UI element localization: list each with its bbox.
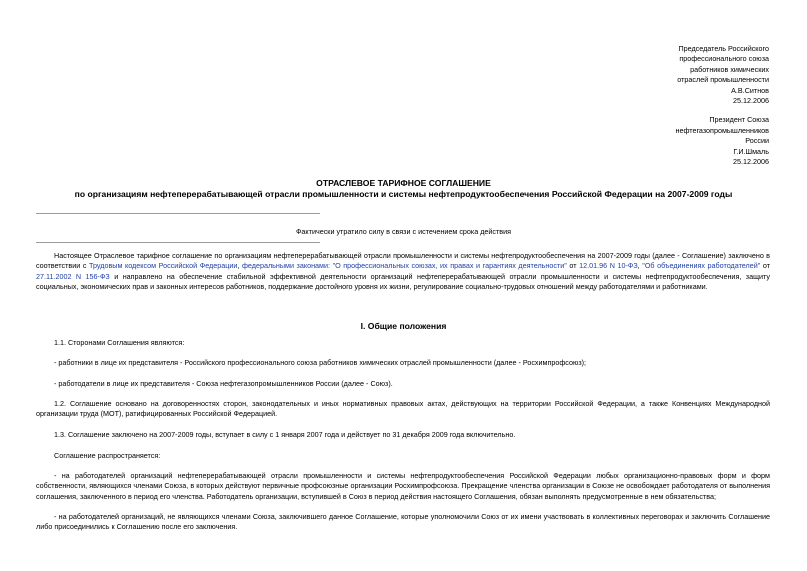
paragraph-employees: - работники в лице их представителя - Российского профессионального союза работников химических отраслей промышленности (далее - Росхимпрофсоюз); [54, 358, 587, 367]
signature-block-chemical-union [549, 44, 769, 106]
paragraph-1-1: 1.1. Сторонами Соглашения являются: [54, 338, 185, 347]
signature-line: России [745, 136, 769, 146]
signature-block-oil-gas-union [549, 115, 769, 167]
link-law-156-fz[interactable]: 27.11.2002 N 156-ФЗ [36, 271, 110, 281]
signature-line: работников химических [690, 64, 769, 74]
document-title-sub: по организациям нефтеперерабатывающей отрасли промышленности и системы нефтепродуктообеспечения Российской Федерации на 2007-2009 годы [74, 189, 733, 199]
intro-text: , [637, 261, 643, 271]
paragraph-1-2: 1.2. Соглашение основано на договоренностях сторон, законодательных и иных нормативных правовых актах, действующих на территории Российской Федерации, а также Конвенциях Международной организации труда (МОТ), ратифицированных Российской Федерацией. [36, 399, 770, 419]
signature-line: отраслей промышленности [677, 75, 769, 85]
paragraph-1-3: 1.3. Соглашение заключено на 2007-2009 годы, вступает в силу с 1 января 2007 года и действует по 31 декабря 2009 года включительно. [54, 430, 516, 439]
signature-line: нефтегазопромышленников [675, 125, 769, 135]
signature-line: Председатель Российского [678, 44, 769, 53]
intro-text: и направлено на обеспечение стабильной эффективной деятельности организаций нефтеперерабатывающей отрасли промышленности и системы нефтепродуктообеспечения, защиту социальных, экономических прав и законных интересов работников, поддержание достойного уровня их жизни, регулирование социально-трудовых отношений между работодателями и работниками. [36, 271, 770, 291]
signature-date: 25.12.2006 [733, 157, 769, 167]
intro-text: , [237, 261, 242, 271]
link-labor-code[interactable]: Трудовым кодексом Российской Федерации [89, 261, 238, 271]
validity-status-note: Фактически утратило силу в связи с истечением срока действия [295, 227, 512, 236]
intro-text: Настоящее Отраслевое тарифное соглашение по организациям нефтеперерабатывающей отрасли промышленности и системы нефтепродуктообеспечения на 2007-2009 годы (далее - Соглашение) заключено в соответствии с [36, 251, 770, 271]
section-heading-general-provisions: I. Общие положения [360, 321, 447, 331]
document-title-main: ОТРАСЛЕВОЕ ТАРИФНОЕ СОГЛАШЕНИЕ [316, 178, 491, 188]
paragraph-scope: Соглашение распространяется: [54, 451, 161, 460]
signature-line: профессионального союза [679, 54, 769, 64]
link-law-10-fz[interactable]: 12.01.96 N 10-ФЗ [579, 261, 638, 271]
intro-paragraph [36, 251, 770, 292]
link-employers-associations-law[interactable]: "Об объединениях работодателей" [642, 261, 761, 271]
signer-name: А.В.Ситнов [731, 85, 769, 95]
link-trade-unions-law[interactable]: федеральными законами: "О профессиональных союзах, их правах и гарантиях деятельности" [242, 261, 567, 271]
divider-top [36, 213, 320, 214]
signature-date: 25.12.2006 [733, 96, 769, 106]
signer-name: Г.И.Шмаль [733, 146, 769, 156]
paragraph-scope-members: - на работодателей организаций нефтеперерабатывающей отрасли промышленности и системы нефтепродуктообеспечения Российской Федерации любых организационно-правовых форм и форм собственности, являющихся членами Союза, в которых действуют первичные профсоюзные организации Росхимпрофсоюза. Прекращение членства организации в Союзе не освобождает работодателя от выполнения соглашения, заключенного в период его членства. Работодатель организации, вступившей в Союз в период действия настоящего Соглашения, обязан выполнять предусмотренные в нем обязательства; [36, 471, 770, 501]
divider-bottom [36, 242, 320, 243]
approval-signatures [549, 44, 769, 176]
paragraph-employers: - работодатели в лице их представителя - Союза нефтегазопромышленников России (далее - Союз). [54, 379, 393, 388]
signature-line: Президент Союза [709, 115, 769, 125]
paragraph-scope-non-members: - на работодателей организаций, не являющихся членами Союза, заключившего данное Соглашение, которые уполномочили Союз от их имени участвовать в коллективных переговорах и заключить Соглашение либо присоединились к Соглашению после его заключения. [36, 512, 770, 532]
intro-text: от [566, 261, 580, 271]
intro-text: от [760, 261, 771, 271]
document-title [0, 178, 807, 200]
